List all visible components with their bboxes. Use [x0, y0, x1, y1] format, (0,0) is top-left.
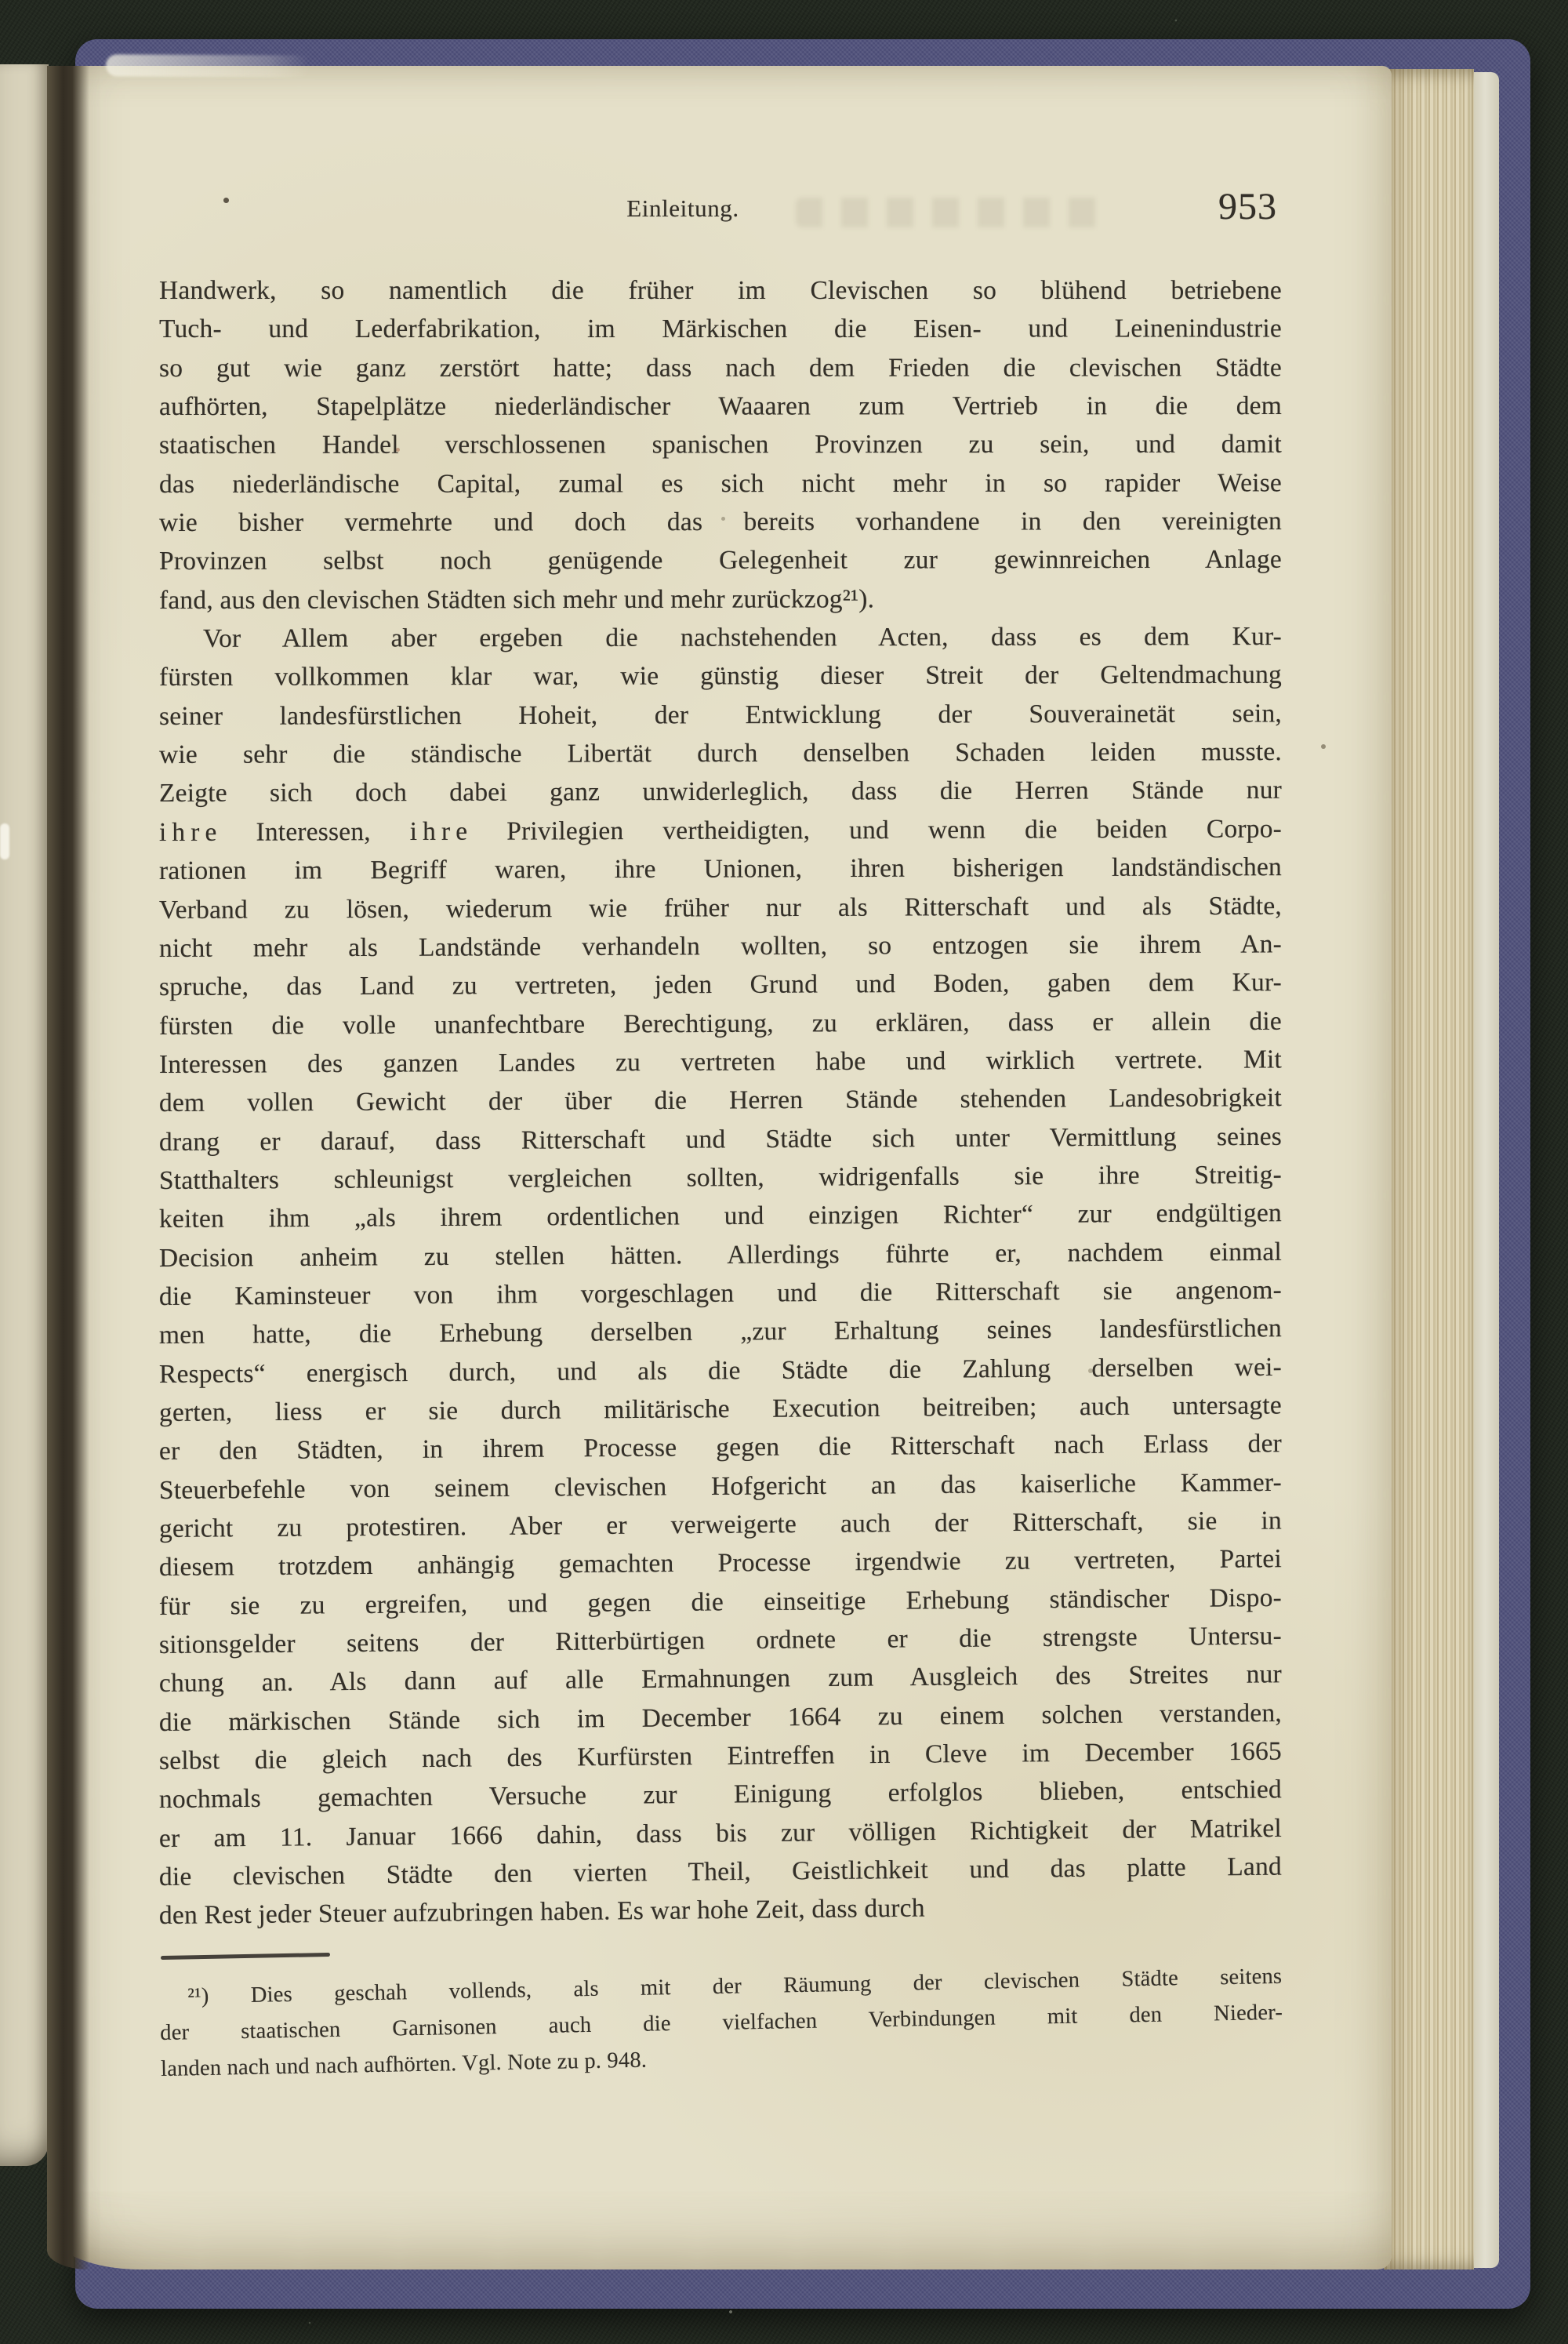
text-line: Vor Allem aber ergeben die nachstehenden Acten, dass es dem Kur-	[202, 622, 1283, 653]
text-line: gericht zu protestiren. Aber er verweigerte auch der Ritterschaft, sie in	[158, 1506, 1283, 1543]
text-line: Decision anheim zu stellen hätten. Allerdings führte er, nachdem einmal	[158, 1237, 1283, 1273]
page-number: 953	[1218, 186, 1277, 227]
paper-edge-highlight	[0, 823, 9, 859]
text-line: staatischen Handel verschlossenen spanischen Provinzen zu sein, und damit	[158, 430, 1283, 460]
text-line: Statthalters schleunigst vergleichen sollten, widrigenfalls sie ihre Streitig-	[158, 1160, 1283, 1195]
text-line: Zeigte sich doch dabei ganz unwiderleglich, dass die Herren Stände nur	[158, 776, 1283, 809]
running-header	[159, 186, 1282, 248]
paragraph	[159, 620, 1282, 1935]
text-line: i h r e Interessen, i h r e Privilegien vertheidigten, und wenn die beiden Corpo-	[158, 814, 1283, 847]
text-line: sitionsgelder seitens der Ritterbürtigen ordnete er die strengste Untersu-	[158, 1621, 1283, 1660]
text-line: seiner landesfürstlichen Hoheit, der Entwicklung der Souverainetät sein,	[158, 699, 1283, 731]
text-line: die märkischen Stände sich im December 1664 zu einem solchen verstanden,	[158, 1698, 1283, 1737]
text-line: aufhörten, Stapelplätze niederländischer Waaaren zum Vertrieb in die dem	[158, 391, 1283, 422]
text-line: gerten, liess er sie durch militärische Execution beitreiben; auch untersagte	[158, 1390, 1283, 1427]
opposite-page-edge	[0, 64, 49, 2166]
body-text	[159, 271, 1282, 1935]
text-line: Tuch- und Lederfabrikation, im Märkischen die Eisen- und Leinenindustrie	[158, 314, 1283, 344]
text-line: nicht mehr als Landstände verhandeln wollten, so entzogen sie ihrem An-	[158, 929, 1283, 963]
text-line: das niederländische Capital, zumal es sich nicht mehr in so rapider Weise	[158, 468, 1283, 499]
text-line: die clevischen Städte den vierten Theil, Geistlichkeit und das platte Land	[158, 1852, 1283, 1892]
text-line: dem vollen Gewicht der über die Herren Stände stehenden Landesobrigkeit	[158, 1083, 1283, 1118]
text-line: er am 11. Januar 1666 dahin, dass bis zur völligen Richtigkeit der Matrikel	[158, 1813, 1283, 1853]
text-line: Interessen des ganzen Landes zu vertreten habe und wirklich vertrete. Mit	[158, 1045, 1283, 1079]
text-line: so gut wie ganz zerstört hatte; dass nach dem Frieden die clevischen Städte	[158, 353, 1283, 383]
paragraph	[159, 271, 1282, 620]
footnote-line: landen nach und nach aufhörten. Vgl. Note zu p. 948.	[160, 2048, 648, 2081]
text-line: er den Städten, in ihrem Processe gegen die Ritterschaft nach Erlass der	[158, 1429, 1283, 1466]
text-line: diesem trotzdem anhängig gemachten Processe irgendwie zu vertreten, Partei	[158, 1544, 1283, 1583]
footnote	[159, 1959, 1283, 2088]
header-title: Einleitung.	[626, 194, 739, 222]
text-line: wie sehr die ständische Libertät durch denselben Schaden leiden musste.	[158, 737, 1283, 770]
text-line: für sie zu ergreifen, und gegen die einseitige Erhebung ständischer Dispo-	[158, 1583, 1283, 1621]
text-line: Handwerk, so namentlich die früher im Clevischen so blühend betriebene	[159, 276, 1282, 305]
text-column	[159, 0, 1282, 2344]
text-line: chung an. Als dann auf alle Ermahnungen zum Ausgleich des Streites nur	[158, 1659, 1283, 1699]
footnote-line: der staatischen Garnisonen auch die vielfachen Verbindungen mit den Nieder-	[159, 2000, 1283, 2045]
text-line: keiten ihm „als ihrem ordentlichen und einzigen Richter“ zur endgültigen	[158, 1198, 1283, 1234]
page-fore-edge	[1384, 69, 1474, 2270]
footnote-separator	[161, 1953, 330, 1960]
ink-speck	[1321, 744, 1326, 749]
text-line: drang er darauf, dass Ritterschaft und Städte sich unter Vermittlung seines	[158, 1121, 1283, 1157]
text-line: wie bisher vermehrte und doch das bereits vorhandene in den vereinigten	[158, 507, 1283, 538]
text-line: rationen im Begriff waren, ihre Unionen, ihren bisherigen landständischen	[158, 852, 1283, 886]
text-line: die Kaminsteuer von ihm vorgeschlagen und die Ritterschaft sie angenom-	[158, 1275, 1283, 1311]
text-line: Respects“ energisch durch, und als die Städte die Zahlung derselben wei-	[158, 1352, 1283, 1389]
text-line: spruche, das Land zu vertreten, jeden Grund und Boden, gaben dem Kur-	[158, 968, 1283, 1002]
text-line: Verband zu lösen, wiederum wie früher nur als Ritterschaft und als Städte,	[158, 891, 1283, 925]
text-line: Provinzen selbst noch genügende Gelegenheit zur gewinnreichen Anlage	[158, 545, 1283, 576]
footnote-line: ²¹) Dies geschah vollends, als mit der Räumung der clevischen Städte seitens	[187, 1964, 1283, 2009]
text-line: selbst die gleich nach des Kurfürsten Eintreffen in Cleve im December 1665	[158, 1736, 1283, 1776]
page-gutter-shadow	[47, 66, 89, 2270]
text-line: Steuerbefehle von seinem clevischen Hofgericht an das kaiserliche Kammer-	[158, 1467, 1283, 1505]
text-line: fand, aus den clevischen Städten sich mehr und mehr zurückzog²¹).	[158, 584, 875, 615]
text-line: nochmals gemachten Versuche zur Einigung erfolglos blieben, entschied	[158, 1775, 1283, 1815]
text-line: fürsten die volle unanfechtbare Berechtigung, zu erklären, dass er allein die	[158, 1006, 1283, 1041]
text-line: men hatte, die Erhebung derselben „zur Erhaltung seines landesfürstlichen	[158, 1314, 1283, 1350]
text-line: den Rest jeder Steuer aufzubringen haben. Es war hohe Zeit, dass durch	[158, 1894, 925, 1931]
last-page-edge	[1474, 72, 1499, 2268]
text-line: fürsten vollkommen klar war, wie günstig dieser Streit der Geltendmachung	[158, 660, 1283, 692]
